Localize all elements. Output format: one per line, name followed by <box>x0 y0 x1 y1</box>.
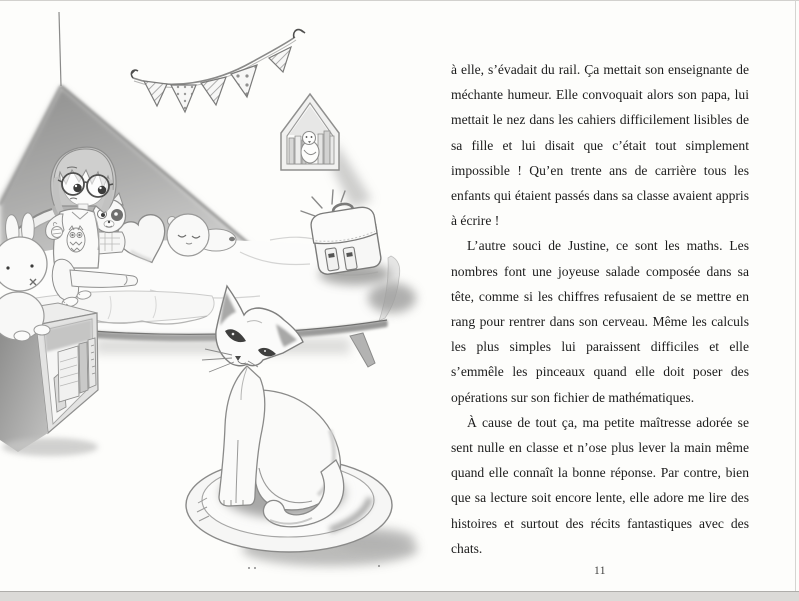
bed-leg <box>350 333 375 367</box>
page-top-edge <box>0 0 799 1</box>
paragraph: L’autre souci de Justine, ce sont les maths. Les nombres font une joyeuse salade composée dans sa tête, comme si les chiffres refusaient de se mettre en rang pour rentrer dans son cerveau. Même les calculs les plus simples lui paraissent difficiles et elle s’emmêle les pinceaux quand elle doit poser des opérations sur son fichier de mathématiques. <box>451 238 749 405</box>
page-right-edge <box>795 0 796 591</box>
paragraph: à elle, s’évadait du rail. Ça mettait son enseignante de méchante humeur. Elle convoquait alors son papa, lui mettait le nez dans les cahiers difficilement lisibles de sa fille et lui disait que c’était tout simplement impossible ! Qu’en trente ans de carrière tous les enfants qui étaient passés dans sa classe avaient appris à écrire ! <box>451 62 749 229</box>
page-bottom-edge <box>0 591 799 601</box>
sleeping-plush <box>167 214 236 256</box>
page-number: 11 <box>593 565 607 577</box>
house-shelf <box>281 94 372 208</box>
bunting-flags <box>131 30 305 112</box>
school-satchel <box>308 199 391 285</box>
story-text <box>451 57 749 561</box>
paragraph: À cause de tout ça, ma petite maîtresse adorée se sent nulle en classe et n’ose plus lever la main même quand elle connaît la bonne réponse. Par contre, bien que sa lecture soit encore lente, elle adore me lire des histoires et surtout des récits fantastiques avec des chats. <box>451 414 749 556</box>
